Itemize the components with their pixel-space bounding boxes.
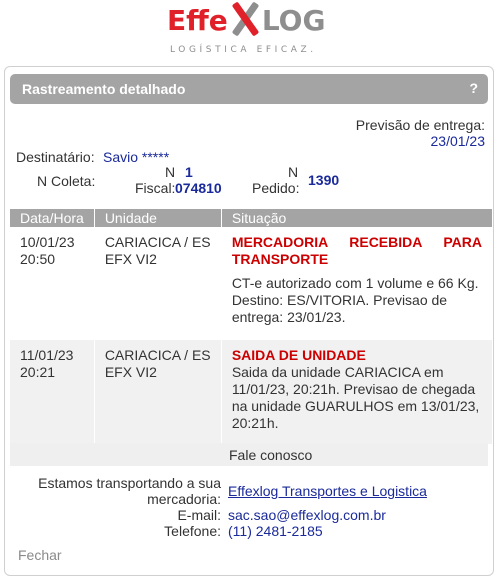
fiscal-label-n: N	[165, 164, 176, 180]
col-header-status: Situação	[221, 209, 492, 227]
panel-header	[10, 74, 488, 104]
phone-label: Telefone:	[164, 523, 221, 539]
status-title-line1: MERCADORIA RECEBIDA PARA	[231, 234, 482, 250]
logo-text-log: LOG	[261, 4, 326, 37]
table-row	[10, 227, 492, 340]
contact-title: Fale conosco	[229, 447, 313, 463]
status-title-line2: TRANSPORTE	[231, 251, 329, 267]
cell-unit	[94, 227, 221, 340]
logo-tagline: LOGÍSTICA EFICAZ.	[170, 45, 317, 55]
status-title: SAIDA DE UNIDADE	[231, 347, 366, 363]
cell-unit-city: CARIACICA / ES	[104, 234, 211, 250]
table-header-row	[10, 209, 492, 227]
coleta-label: N Coleta:	[37, 173, 96, 189]
table-row	[10, 340, 492, 444]
cell-date: 11/01/23	[20, 347, 74, 363]
logo-wordmark	[167, 4, 325, 37]
cell-date: 10/01/23	[20, 234, 75, 250]
cell-unit-city: CARIACICA / ES	[104, 347, 211, 363]
cell-unit-code: EFX VI2	[104, 364, 157, 380]
col-header-unit: Unidade	[94, 209, 221, 227]
close-button[interactable]: Fechar	[18, 547, 62, 563]
logo-x-icon	[228, 4, 262, 34]
pedido-label: Pedido:	[252, 180, 300, 196]
cell-time: 20:50	[20, 251, 56, 267]
panel-title: Rastreamento detalhado	[22, 81, 186, 97]
pedido-value: 1390	[308, 172, 340, 188]
tracking-panel	[4, 66, 494, 576]
effexlog-logo	[0, 0, 500, 62]
cell-status	[221, 340, 492, 444]
fiscal-value: 074810	[175, 180, 222, 196]
phone-value[interactable]: (11) 2481-2185	[228, 523, 323, 539]
status-description: CT-e autorizado com 1 volume e 66 Kg. Destino: ES/VITORIA. Previsao de entrega: 23/01/23.	[231, 275, 479, 325]
company-link[interactable]: Effexlog Transportes e Logistica	[228, 483, 427, 499]
coleta-value: 1	[185, 164, 193, 180]
transport-label-line2: mercadoria:	[147, 491, 221, 507]
tracking-table	[10, 209, 492, 444]
contact-section-header	[10, 443, 488, 466]
help-button[interactable]: ?	[469, 80, 478, 96]
fiscal-label: Fiscal:	[135, 180, 176, 196]
cell-datetime	[10, 340, 94, 444]
cell-status	[221, 227, 492, 340]
recipient-value: Savio *****	[103, 149, 170, 165]
cell-unit	[94, 340, 221, 444]
cell-datetime	[10, 227, 94, 340]
status-description: Saida da unidade CARIACICA em 11/01/23, 20:21h. Previsao de chegada na unidade GUARULHOS em 13/01/23, 20:21h.	[231, 364, 480, 431]
cell-unit-code: EFX VI2	[104, 251, 157, 267]
recipient-label: Destinatário:	[16, 149, 95, 165]
email-label: E-mail:	[177, 507, 221, 523]
email-value[interactable]: sac.sao@effexlog.com.br	[228, 507, 386, 523]
col-header-datetime: Data/Hora	[10, 209, 94, 227]
delivery-forecast-value: 23/01/23	[430, 133, 485, 149]
transport-label-line1: Estamos transportando a sua	[38, 475, 221, 491]
logo-text-effe: Effe	[167, 4, 228, 37]
delivery-forecast-label: Previsão de entrega:	[355, 117, 485, 133]
pedido-label-n: N	[288, 164, 299, 180]
cell-time: 20:21	[20, 364, 56, 380]
